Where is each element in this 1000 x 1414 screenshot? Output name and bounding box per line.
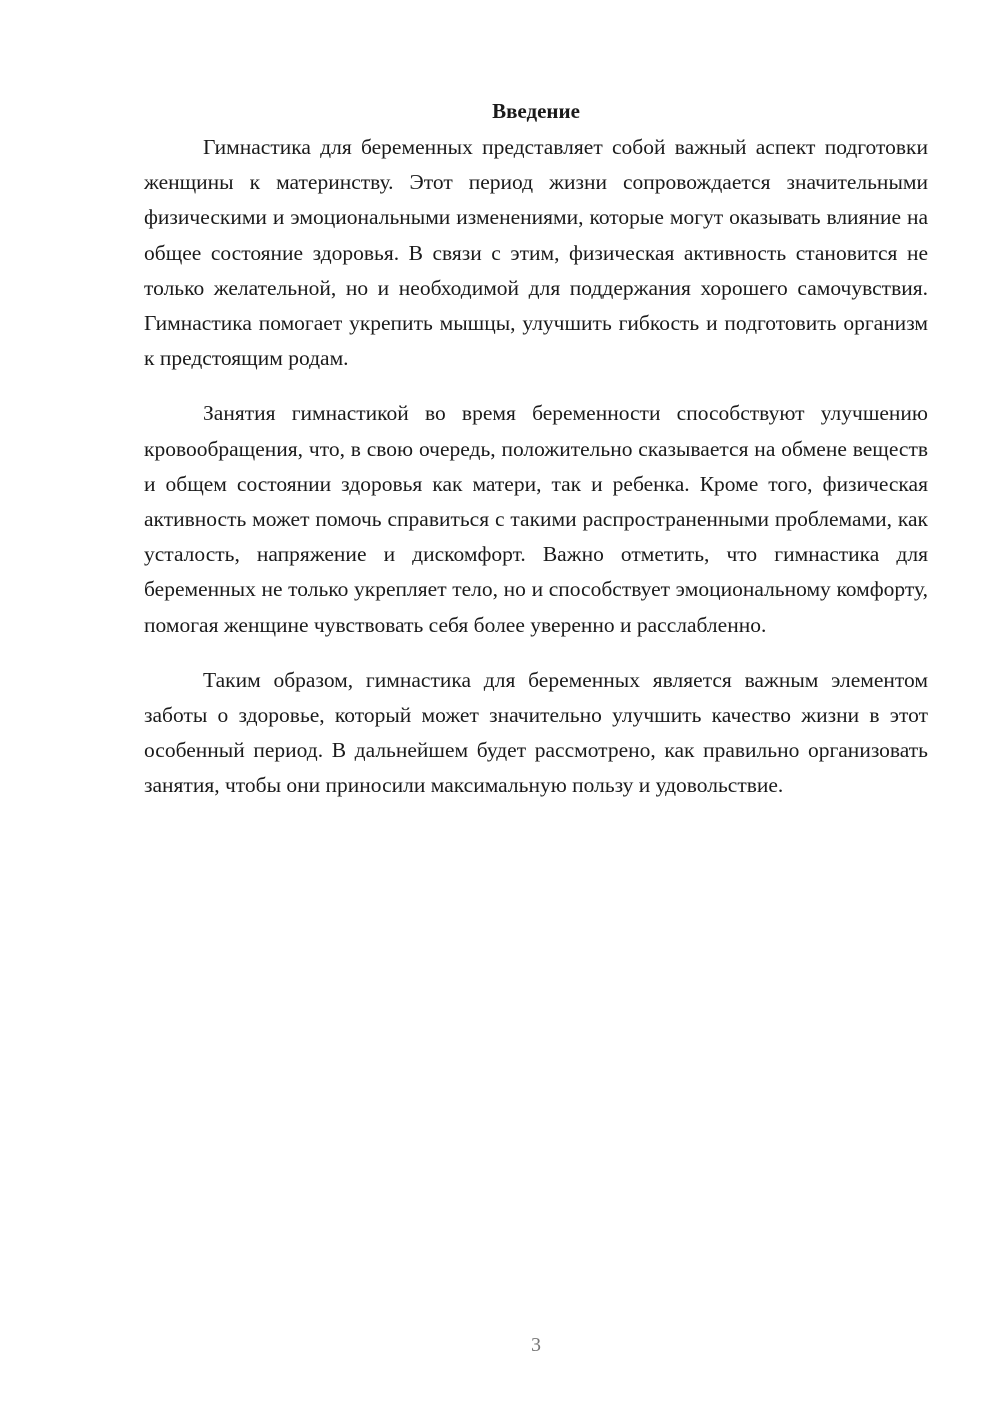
page-number: 3 [531, 1334, 541, 1356]
section-title: Введение [492, 99, 580, 123]
paragraph-1: Гимнастика для беременных представляет собой важный аспект подготовки женщины к материнству. Этот период жизни сопровождается значительными физическими и эмоциональными изменениями, которые могут оказывать влияние на общее состояние здоровья. В связи с этим, физическая активность становится не только желательной, но и необходимой для поддержания хорошего самочувствия. Гимнастика помогает укрепить мышцы, улучшить гибкость и подготовить организм к предстоящим родам. [144, 135, 928, 371]
paragraph-3: Таким образом, гимнастика для беременных является важным элементом заботы о здоровье, который может значительно улучшить качество жизни в этот особенный период. В дальнейшем будет рассмотрено, как правильно организовать занятия, чтобы они приносили максимальную пользу и удовольствие. [144, 667, 928, 798]
page-content [144, 96, 928, 824]
paragraph-2: Занятия гимнастикой во время беременности способствуют улучшению кровообращения, что, в свою очередь, положительно сказывается на обмене веществ и общем состоянии здоровья как матери, так и ребенка. Кроме того, физическая активность может помочь справиться с такими распространенными проблемами, как усталость, напряжение и дискомфорт. Важно отметить, что гимнастика для беременных не только укрепляет тело, но и способствует эмоциональному комфорту, помогая женщине чувствовать себя более уверенно и расслабленно. [144, 401, 928, 637]
